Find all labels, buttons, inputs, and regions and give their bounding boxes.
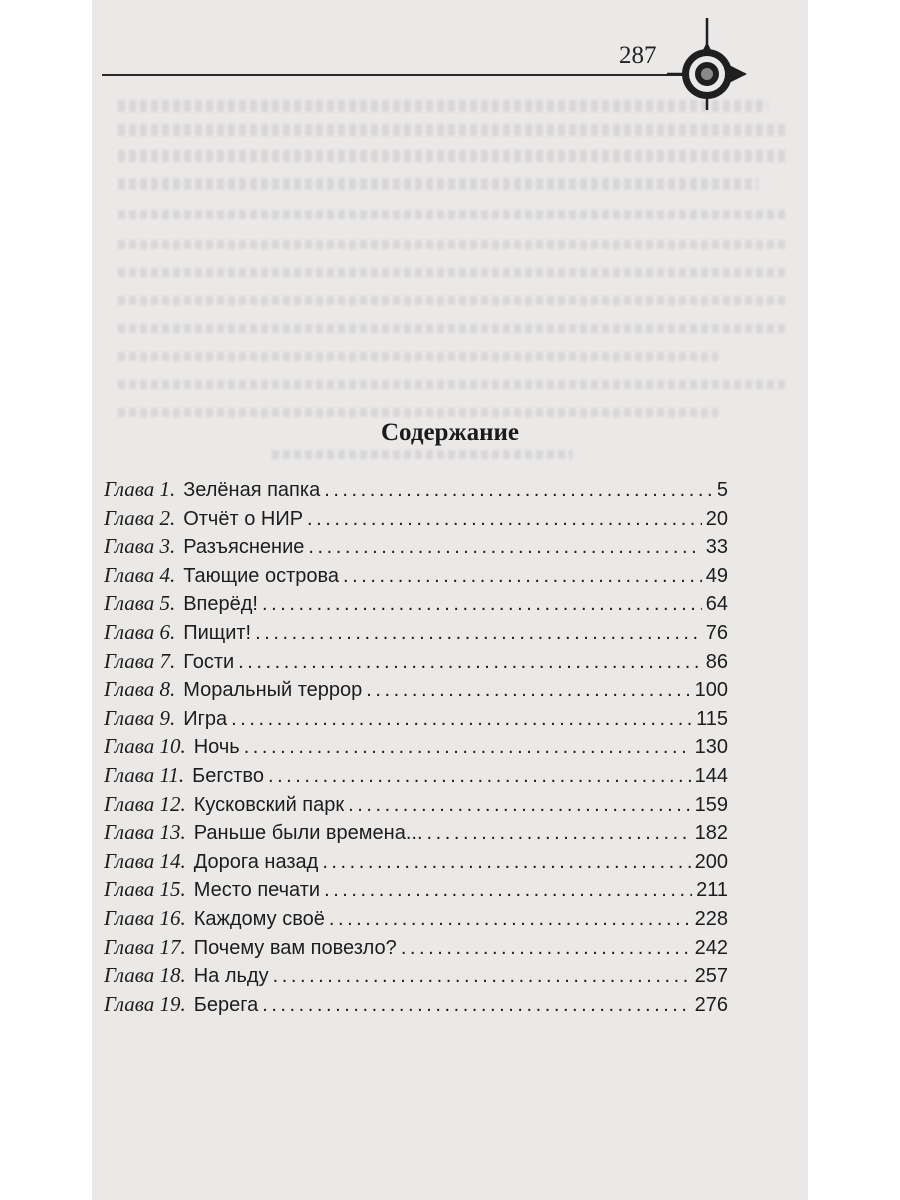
- show-through-line: [118, 268, 788, 277]
- book-page: [92, 0, 808, 1200]
- toc-entry: [104, 792, 728, 821]
- chapter-title: Разъяснение: [183, 536, 305, 559]
- toc-entry: [104, 992, 728, 1021]
- chapter-label: Глава 11.: [104, 762, 185, 787]
- show-through-line: [272, 450, 572, 459]
- chapter-title: Моральный террор: [183, 679, 363, 702]
- chapter-page-number: 20: [705, 507, 728, 530]
- chapter-title: Раньше были времена...: [193, 822, 423, 845]
- chapter-title: Почему вам повезло?: [193, 936, 397, 959]
- chapter-page-number: 242: [694, 936, 728, 959]
- dot-leader: [262, 593, 702, 616]
- chapter-title: Дорога назад: [193, 850, 319, 873]
- chapter-label: Глава 3.: [104, 534, 176, 559]
- show-through-line: [118, 210, 788, 219]
- show-through-line: [118, 296, 788, 305]
- chapter-label: Глава 14.: [104, 848, 186, 873]
- chapter-title: Кусковский парк: [193, 793, 345, 816]
- dot-leader: [401, 937, 691, 960]
- toc-entry: [104, 734, 728, 763]
- chapter-label: Глава 16.: [104, 905, 186, 930]
- chapter-label: Глава 18.: [104, 963, 186, 988]
- chapter-label: Глава 8.: [104, 677, 176, 702]
- table-of-contents: [104, 477, 728, 1020]
- chapter-label: Глава 12.: [104, 791, 186, 816]
- dot-leader: [244, 736, 691, 759]
- chapter-title: Зелёная папка: [183, 479, 321, 501]
- toc-entry: [104, 506, 728, 535]
- toc-entry: [104, 763, 728, 792]
- chapter-label: Глава 15.: [104, 877, 186, 902]
- chapter-title: Игра: [183, 707, 228, 730]
- dot-leader: [324, 879, 692, 902]
- chapter-label: Глава 7.: [104, 648, 176, 673]
- toc-heading: Содержание: [380, 419, 519, 446]
- toc-entry: [104, 906, 728, 935]
- toc-entry: [104, 477, 728, 506]
- chapter-title: На льду: [193, 965, 269, 988]
- chapter-page-number: 49: [705, 564, 728, 587]
- chapter-page-number: 5: [716, 479, 728, 501]
- dot-leader: [273, 965, 691, 988]
- dot-leader: [427, 822, 691, 845]
- toc-entry: [104, 820, 728, 849]
- show-through-line: [118, 324, 788, 333]
- chapter-page-number: 86: [705, 650, 728, 673]
- show-through-line: [118, 240, 788, 249]
- chapter-page-number: 76: [705, 621, 728, 644]
- header-rule: [102, 74, 700, 76]
- toc-entry: [104, 706, 728, 735]
- compass-emblem-icon: [667, 18, 747, 110]
- toc-entry: [104, 963, 728, 992]
- chapter-title: Гости: [183, 650, 235, 673]
- chapter-title: Ночь: [193, 736, 240, 759]
- dot-leader: [322, 851, 690, 874]
- dot-leader: [307, 508, 702, 531]
- dot-leader: [231, 708, 692, 731]
- dot-leader: [268, 765, 691, 788]
- chapter-title: Каждому своё: [193, 907, 325, 930]
- chapter-label: Глава 9.: [104, 705, 176, 730]
- chapter-label: Глава 10.: [104, 734, 186, 759]
- chapter-page-number: 257: [694, 965, 728, 988]
- dot-leader: [366, 679, 690, 702]
- toc-entry: [104, 620, 728, 649]
- toc-entry: [104, 849, 728, 878]
- page-number: 287: [619, 42, 657, 69]
- chapter-label: Глава 4.: [104, 562, 176, 587]
- show-through-line: [118, 408, 718, 417]
- chapter-title: Бегство: [192, 764, 264, 787]
- dot-leader: [324, 479, 713, 502]
- show-through-line: [118, 380, 788, 389]
- dot-leader: [348, 794, 691, 817]
- toc-entry: [104, 591, 728, 620]
- chapter-title: Пищит!: [183, 621, 252, 644]
- dot-leader: [255, 622, 702, 645]
- chapter-label: Глава 5.: [104, 591, 176, 616]
- toc-entry: [104, 563, 728, 592]
- dot-leader: [262, 994, 690, 1017]
- toc-entry: [104, 877, 728, 906]
- chapter-title: Отчёт о НИР: [183, 507, 304, 530]
- chapter-page-number: 276: [694, 993, 728, 1016]
- chapter-label: Глава 2.: [104, 505, 176, 530]
- chapter-page-number: 211: [696, 879, 728, 902]
- chapter-page-number: 33: [705, 536, 728, 559]
- chapter-label: Глава 1.: [104, 477, 176, 501]
- chapter-title: Место печати: [193, 879, 321, 902]
- show-through-line: [118, 124, 788, 136]
- chapter-page-number: 182: [694, 822, 728, 845]
- chapter-page-number: 115: [696, 707, 728, 730]
- toc-entry: [104, 935, 728, 964]
- chapter-page-number: 200: [694, 850, 728, 873]
- chapter-label: Глава 13.: [104, 820, 186, 845]
- show-through-line: [118, 150, 788, 162]
- chapter-title: Берега: [193, 993, 259, 1016]
- toc-entry: [104, 677, 728, 706]
- show-through-line: [118, 352, 718, 361]
- chapter-label: Глава 6.: [104, 619, 176, 644]
- chapter-page-number: 228: [694, 907, 728, 930]
- chapter-label: Глава 19.: [104, 991, 186, 1016]
- chapter-page-number: 100: [694, 679, 728, 702]
- chapter-page-number: 144: [694, 764, 728, 787]
- chapter-title: Вперёд!: [183, 593, 258, 616]
- toc-entry: [104, 649, 728, 678]
- dot-leader: [329, 908, 691, 931]
- dot-leader: [238, 651, 702, 674]
- chapter-page-number: 64: [705, 593, 728, 616]
- chapter-title: Тающие острова: [183, 564, 340, 587]
- chapter-page-number: 159: [694, 793, 728, 816]
- chapter-page-number: 130: [694, 736, 728, 759]
- chapter-label: Глава 17.: [104, 934, 186, 959]
- show-through-line: [118, 178, 758, 190]
- dot-leader: [308, 536, 701, 559]
- toc-entry: [104, 534, 728, 563]
- dot-leader: [343, 565, 702, 588]
